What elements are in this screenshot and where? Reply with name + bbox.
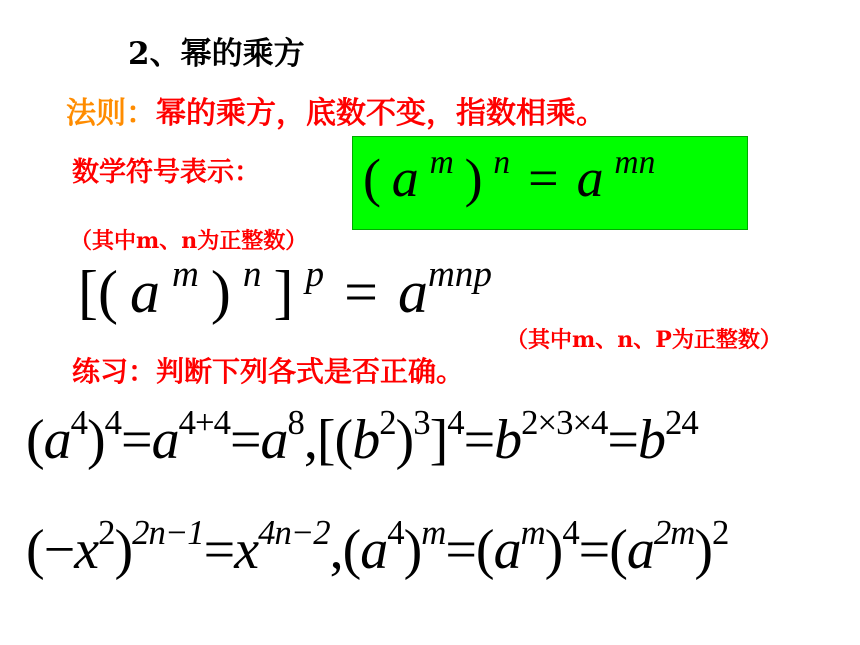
eq2-step-base: b: [494, 409, 522, 471]
eq4-result-outer-exp: 2: [712, 512, 729, 552]
power-rule-formula-box: [352, 136, 748, 230]
practice-equations-row-2: $(-x^2)^{2n-1}=x^{4n-2},(a^4)^m=(a^m)^4=(a^{2m})^2$: [26, 512, 729, 581]
eq2-exp-1: 2: [379, 402, 396, 442]
eq4-base: a: [360, 519, 388, 581]
ext-formula-base: a: [129, 259, 160, 325]
eq1-inner-exp: 4: [70, 402, 88, 442]
eq2-base: b: [352, 409, 380, 471]
eq1-step-base: a: [151, 409, 179, 471]
ext-formula-exp-3: p: [305, 253, 325, 295]
formula-result-base: a: [576, 148, 604, 208]
notation-label: 数学符号表示：: [72, 157, 261, 188]
power-rule-formula: ( a $^m$ ) $^n$ = a $^{mn}$: [363, 143, 656, 208]
rule-label: 法则：: [66, 96, 156, 131]
ext-formula-exp-2: n: [242, 253, 262, 295]
eq3-inner-exp: 2: [98, 512, 115, 552]
eq1-base: a: [43, 409, 71, 471]
eq3-result-base: x: [234, 519, 259, 581]
extended-power-rule-formula: [( a $^m$ ) $^n$ ] $^p$ = $a^{mnp}$: [78, 253, 492, 325]
eq2-result-base: b: [638, 409, 666, 471]
eq1-outer-exp: 4: [104, 402, 122, 442]
eq4-inner-exp: 4: [387, 512, 404, 552]
section-title: 2、幂的乘方: [128, 36, 305, 72]
eq3-base: x: [74, 519, 99, 581]
eq3-outer-exp: 2n−1: [132, 512, 204, 552]
eq2-exp-2: 3: [413, 402, 430, 442]
ext-formula-result-base: a: [397, 259, 428, 325]
eq1-result-exp: 8: [287, 402, 304, 442]
ext-formula-result-exp: mnp: [427, 253, 492, 295]
eq2-result-exp: 24: [665, 402, 698, 442]
formula-result-exponent: mn: [614, 143, 656, 181]
eq4-step-outer-exp: 4: [562, 512, 579, 552]
formula-base: a: [391, 148, 419, 208]
condition-note-1: （其中m、n为正整数）: [70, 228, 308, 254]
rule-line: [66, 88, 606, 132]
eq1-step-exp: 4+4: [178, 402, 230, 442]
rule-text: 幂的乘方，底数不变，指数相乘。: [156, 96, 606, 131]
eq3-result-exp: 4n−2: [258, 512, 330, 552]
eq4-outer-exp: m: [421, 512, 446, 552]
eq4-step-base: a: [493, 519, 521, 581]
condition-note-2: （其中m、n、P为正整数）: [506, 327, 782, 353]
eq4-step-inner-exp: m: [520, 512, 545, 552]
formula-outer-exponent: n: [493, 143, 511, 181]
eq1-result-base: a: [260, 409, 288, 471]
eq4-result-inner-exp: 2m: [653, 512, 695, 552]
eq4-result-base: a: [626, 519, 654, 581]
eq2-exp-3: 4: [447, 402, 464, 442]
practice-equations-row-1: $(a^4)^4=a^{4+4}=a^8,[(b^2)^3]^4=b^{2\times 3\times 4}=b^{24}$: [26, 402, 698, 471]
practice-label: 练习：判断下列各式是否正确。: [72, 355, 465, 388]
formula-inner-exponent: m: [429, 143, 454, 181]
ext-formula-exp-1: m: [172, 253, 199, 295]
eq2-step-exp: 2×3×4: [521, 402, 608, 442]
